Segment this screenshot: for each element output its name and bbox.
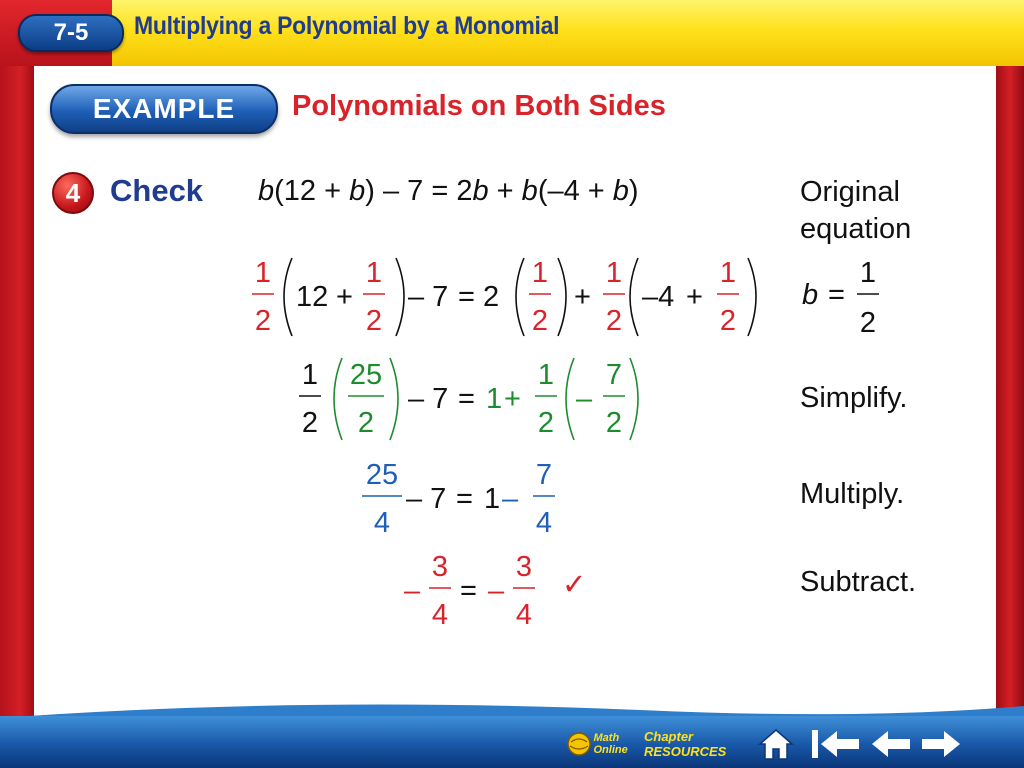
svg-text:2: 2 [301, 407, 319, 439]
frac-half-num: 1 [254, 257, 272, 289]
example-number-badge: 4 [52, 172, 94, 214]
svg-text:=: = [456, 483, 473, 515]
first-slide-button[interactable] [808, 724, 864, 764]
svg-text:–: – [404, 575, 421, 607]
svg-text:2: 2 [357, 407, 375, 439]
frac-half-den: 2 [365, 305, 383, 337]
equation-subtracted [400, 544, 600, 634]
example-title: Polynomials on Both Sides [292, 90, 666, 122]
frac-half-den: 2 [531, 305, 549, 337]
svg-text:2: 2 [537, 407, 555, 439]
left-frame [0, 0, 34, 768]
svg-text:1: 1 [301, 359, 319, 391]
chapter-resources-label: Chapter RESOURCES [644, 729, 727, 759]
note-multiply: Multiply. [800, 478, 905, 510]
frac-half-num: 1 [531, 257, 549, 289]
lesson-number-badge: 7-5 [18, 14, 124, 52]
right-frame [996, 0, 1024, 768]
svg-text:1: 1 [537, 359, 555, 391]
math-online-button[interactable] [566, 724, 636, 764]
svg-text:–: – [576, 383, 593, 415]
svg-text:–: – [488, 575, 505, 607]
svg-text:4: 4 [431, 599, 449, 631]
svg-text:– 7: – 7 [406, 483, 447, 515]
svg-text:7: 7 [605, 359, 623, 391]
first-slide-icon [809, 727, 863, 761]
chapter-resources-button[interactable] [644, 724, 744, 764]
svg-text:–: – [502, 483, 519, 515]
svg-text:2: 2 [859, 307, 877, 339]
svg-text:25: 25 [365, 459, 399, 491]
svg-text:1: 1 [486, 383, 503, 415]
globe-icon [567, 732, 591, 756]
frac-half-den: 2 [254, 305, 272, 337]
minus-seven: – 7 [408, 281, 449, 313]
svg-text:=: = [828, 279, 845, 311]
home-icon [756, 726, 796, 762]
frac-half-num: 1 [605, 257, 623, 289]
svg-text:3: 3 [515, 551, 533, 583]
svg-text:1: 1 [484, 483, 501, 515]
svg-text:4: 4 [373, 507, 391, 539]
previous-slide-button[interactable] [868, 724, 914, 764]
equation-substitution [240, 250, 780, 346]
previous-slide-icon [869, 727, 913, 761]
svg-text:2: 2 [605, 407, 623, 439]
frac-half-den: 2 [719, 305, 737, 337]
check-label: Check [110, 173, 204, 208]
svg-text:4: 4 [515, 599, 533, 631]
example-badge: EXAMPLE [50, 84, 278, 134]
note-subtract: Subtract. [800, 566, 917, 598]
note-original-equation: Original equation [800, 176, 912, 245]
home-button[interactable] [754, 724, 798, 764]
svg-text:4: 4 [535, 507, 553, 539]
plus-sign: + [336, 281, 353, 313]
svg-text:1: 1 [859, 257, 877, 289]
note-b-equals-half [798, 256, 898, 340]
equation-original: b(12 + b) – 7 = 2b + b(–4 + b) [258, 175, 639, 207]
svg-text:+: + [504, 383, 521, 415]
frac-half-den: 2 [605, 305, 623, 337]
next-slide-button[interactable] [918, 724, 964, 764]
equals-two: = 2 [458, 281, 500, 313]
svg-text:7: 7 [535, 459, 553, 491]
svg-text:– 7: – 7 [408, 383, 449, 415]
term-twelve: 12 [296, 281, 329, 313]
svg-text:25: 25 [349, 359, 383, 391]
frac-half-num: 1 [365, 257, 383, 289]
svg-text:b: b [802, 279, 819, 311]
svg-text:=: = [458, 383, 475, 415]
note-simplify: Simplify. [800, 382, 908, 414]
svg-text:3: 3 [431, 551, 449, 583]
next-slide-icon [919, 727, 963, 761]
term-neg-four: –4 [642, 281, 675, 313]
svg-text:=: = [460, 575, 477, 607]
plus-sign: + [574, 281, 591, 313]
math-online-label: Math Online [593, 732, 628, 756]
equation-multiplied [356, 452, 576, 542]
equation-simplified [290, 352, 650, 448]
frac-half-num: 1 [719, 257, 737, 289]
plus-sign: + [686, 281, 703, 313]
lesson-title: Multiplying a Polynomial by a Monomial [134, 12, 560, 40]
check-mark: ✓ [562, 569, 587, 601]
